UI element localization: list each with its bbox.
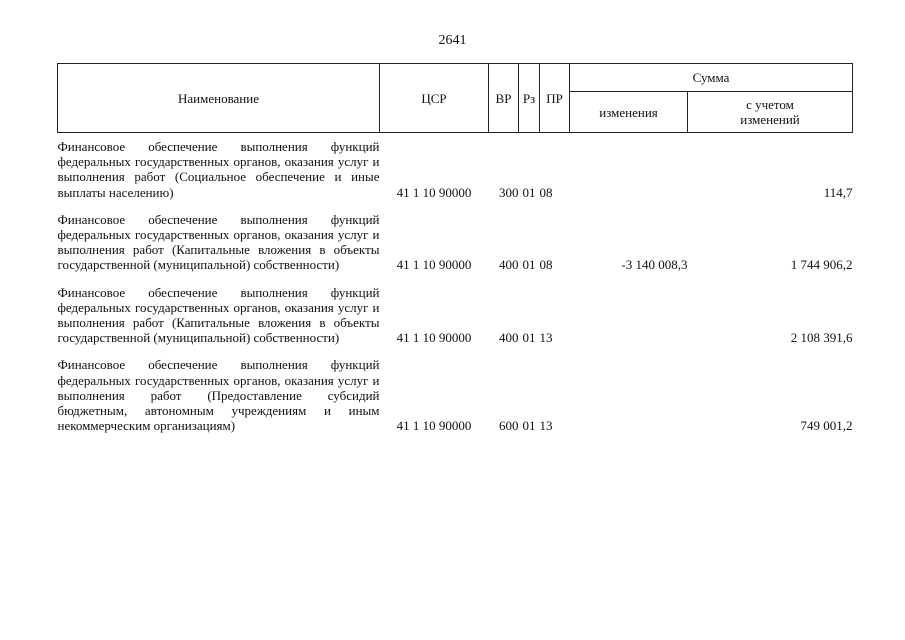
row-vr: 600	[499, 418, 519, 434]
header-with-changes-line1: с учетом	[746, 97, 794, 112]
header-with-changes	[688, 92, 853, 133]
row-vr: 300	[499, 184, 519, 200]
row-total: 114,7	[823, 184, 853, 200]
row-rz: 01	[522, 418, 536, 434]
header-changes: изменения	[570, 92, 688, 133]
row-change	[570, 273, 688, 346]
row-csr: 41 1 10 90000	[396, 418, 472, 434]
table-row	[58, 345, 853, 433]
header-csr: ЦСР	[380, 64, 489, 133]
table-row	[58, 133, 853, 200]
header-sum: Сумма	[570, 64, 853, 92]
header-rz: Рз	[519, 64, 540, 133]
row-name: Финансовое обеспечение выполнения функций федеральных государственных органов, оказания услуг и выполнения работ (Капитальные вложения в объекты государственной (муниципальной) собственности)	[57, 211, 380, 273]
row-name: Финансовое обеспечение выполнения функций федеральных государственных органов, оказания услуг и выполнения работ (Предоставление субсидий бюджетным, автономным учреждениям и иным некоммерческим организациям)	[57, 357, 380, 434]
row-rz: 01	[522, 257, 536, 273]
row-change	[570, 133, 688, 200]
row-rz: 01	[522, 184, 536, 200]
row-pr: 08	[539, 257, 553, 273]
row-total: 2 108 391,6	[790, 330, 853, 346]
header-name: Наименование	[58, 64, 380, 133]
row-name: Финансовое обеспечение выполнения функций федеральных государственных органов, оказания услуг и выполнения работ (Капитальные вложения в объекты государственной (муниципальной) собственности)	[57, 284, 380, 346]
header-vr: ВР	[489, 64, 519, 133]
row-csr: 41 1 10 90000	[396, 330, 472, 346]
row-vr: 400	[499, 330, 519, 346]
budget-table	[57, 63, 853, 433]
header-pr: ПР	[540, 64, 570, 133]
row-pr: 08	[539, 184, 553, 200]
row-vr: 400	[499, 257, 519, 273]
page-number: 2641	[438, 33, 467, 48]
row-change	[570, 345, 688, 433]
row-pr: 13	[539, 330, 553, 346]
row-name: Финансовое обеспечение выполнения функций федеральных государственных органов, оказания услуг и выполнения работ (Социальное обеспечение и иные выплаты населению)	[57, 139, 380, 200]
row-pr: 13	[539, 418, 553, 434]
row-total: 749 001,2	[800, 418, 853, 434]
header-with-changes-line2: изменений	[740, 112, 800, 127]
row-csr: 41 1 10 90000	[396, 184, 472, 200]
row-total: 1 744 906,2	[790, 257, 853, 273]
row-rz: 01	[522, 330, 536, 346]
table-row	[58, 200, 853, 273]
row-csr: 41 1 10 90000	[396, 257, 472, 273]
table-row	[58, 273, 853, 346]
row-change: -3 140 008,3	[621, 257, 688, 273]
